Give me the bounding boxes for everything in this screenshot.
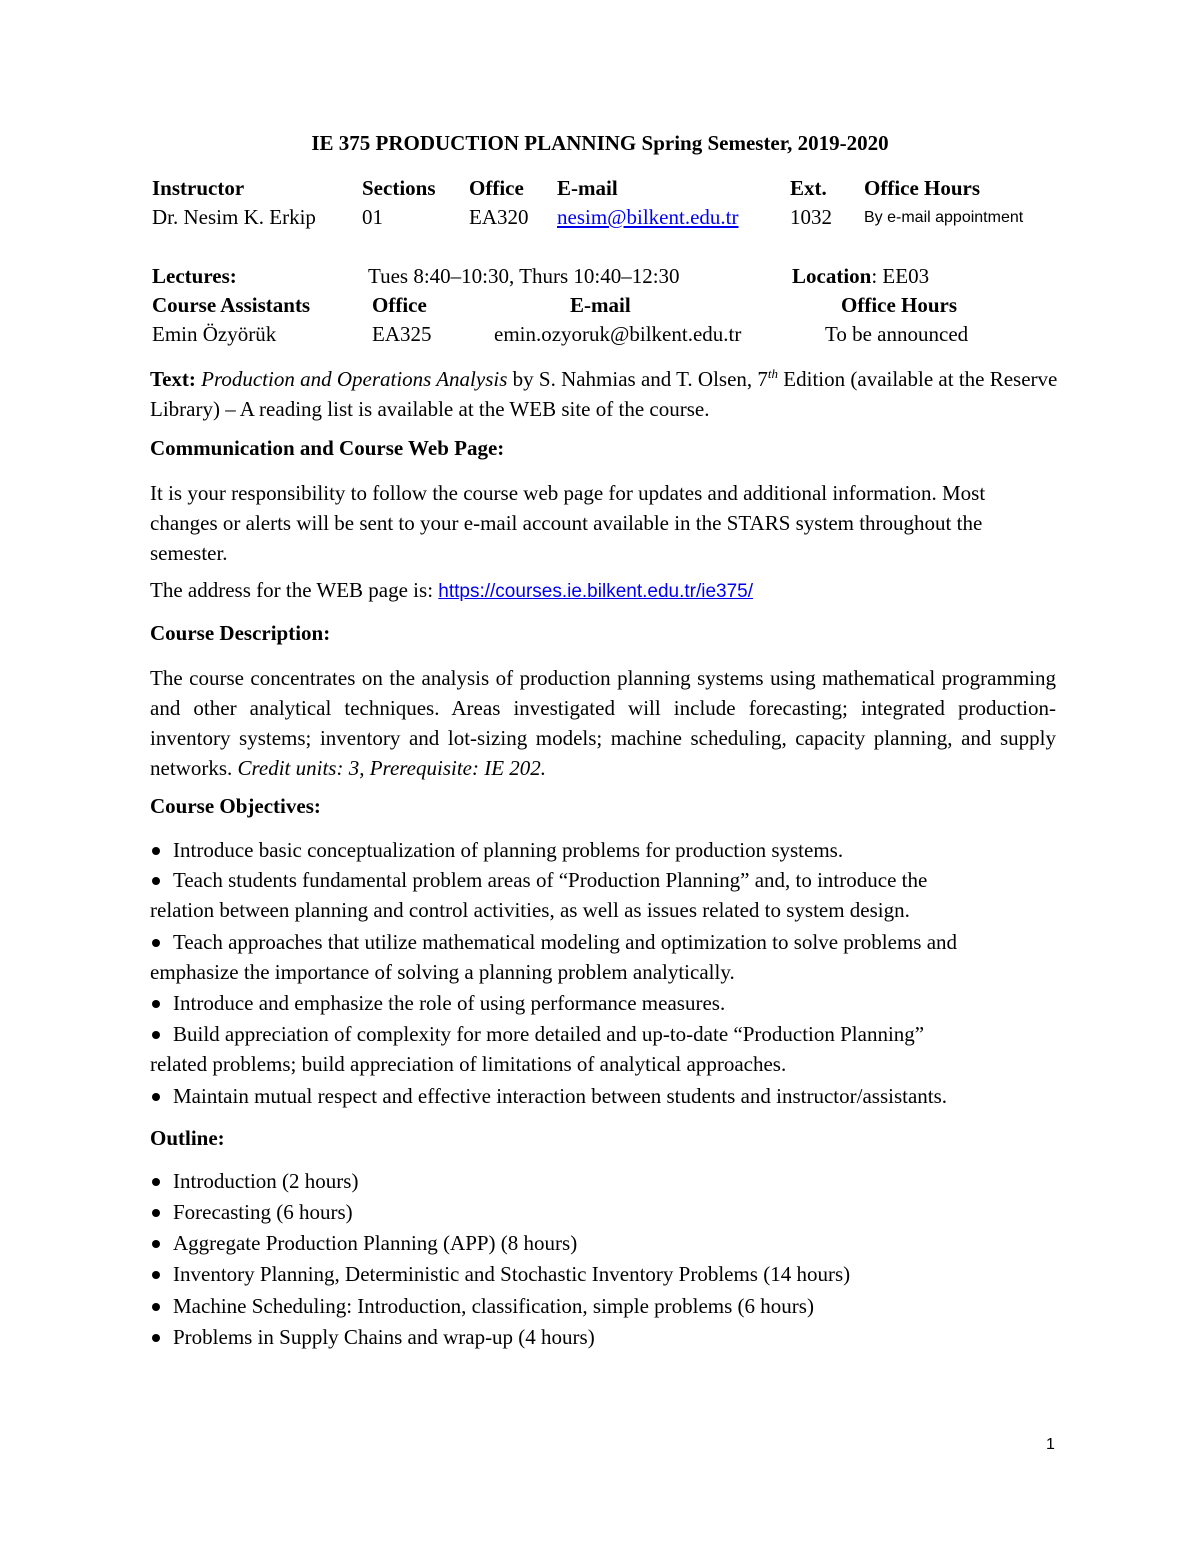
- office-hours-header: Office Hours: [864, 176, 981, 200]
- credit-units: Credit units: 3, Prerequisite: IE 202.: [237, 756, 547, 780]
- instructor-name: Dr. Nesim K. Erkip: [152, 205, 316, 229]
- outline-item: Inventory Planning, Deterministic and Stochastic Inventory Problems (14 hours): [150, 1262, 850, 1287]
- lectures-label: Lectures:: [152, 264, 237, 288]
- assistant-office-hours: To be announced: [825, 322, 969, 346]
- text-reference: [150, 364, 1058, 424]
- bullet-icon: [152, 1209, 160, 1217]
- outline-item: Introduction (2 hours): [150, 1169, 358, 1194]
- ext-header: Ext.: [790, 176, 827, 200]
- bullet-icon: [152, 1178, 160, 1186]
- text-label: Text:: [150, 367, 196, 391]
- web-address-prefix: The address for the WEB page is:: [150, 578, 439, 602]
- bullet-icon: [152, 877, 160, 885]
- communication-body: It is your responsibility to follow the course web page for updates and additional information. Most changes or alerts will be sent to your e-mail account available in the STARS system throughout the semester.: [150, 481, 986, 565]
- edition-sup: th: [767, 366, 779, 381]
- objectives-heading: Course Objectives:: [150, 794, 321, 818]
- bullet-icon: [152, 847, 160, 855]
- bullet-icon: [152, 1303, 160, 1311]
- objective-item: Teach approaches that utilize mathematical modeling and optimization to solve problems and: [150, 930, 957, 955]
- course-web-link[interactable]: https://courses.ie.bilkent.edu.tr/ie375/: [438, 581, 754, 602]
- instructor-ext: 1032: [790, 205, 832, 229]
- lecture-times: Tues 8:40–10:30, Thurs 10:40–12:30: [368, 264, 680, 288]
- bullet-icon: [152, 1271, 160, 1279]
- bullet-icon: [152, 1031, 160, 1039]
- outline-heading: Outline:: [150, 1126, 225, 1150]
- assistant-email: emin.ozyoruk@bilkent.edu.tr: [494, 322, 742, 346]
- objective-item-continuation: related problems; build appreciation of limitations of analytical approaches.: [150, 1052, 787, 1076]
- description-heading: Course Description:: [150, 621, 331, 645]
- objective-item-continuation: relation between planning and control activities, as well as issues related to system design.: [150, 898, 910, 922]
- bullet-icon: [152, 1000, 160, 1008]
- book-title: Production and Operations Analysis: [201, 367, 508, 391]
- objective-item-continuation: emphasize the importance of solving a planning problem analytically.: [150, 960, 735, 984]
- bullet-icon: [152, 1093, 160, 1101]
- objective-item: Maintain mutual respect and effective interaction between students and instructor/assistants.: [150, 1084, 947, 1109]
- page-number: 1: [1046, 1436, 1055, 1453]
- assistant-name: Emin Özyörük: [152, 322, 277, 346]
- instructor-office-hours: By e-mail appointment: [864, 209, 1024, 226]
- document-title: IE 375 PRODUCTION PLANNING Spring Semester, 2019-2020: [311, 131, 889, 155]
- location-value: : EE03: [871, 264, 930, 288]
- instructor-header: Instructor: [152, 176, 245, 200]
- outline-item: Aggregate Production Planning (APP) (8 hours): [150, 1231, 577, 1256]
- outline-item: Forecasting (6 hours): [150, 1200, 353, 1225]
- instructor-section: 01: [362, 205, 383, 229]
- instructor-email-link[interactable]: nesim@bilkent.edu.tr: [557, 205, 739, 229]
- book-rest: Edition (available at the Reserve Library) – A reading list is available at the WEB site of the course.: [150, 367, 1058, 421]
- sections-header: Sections: [362, 176, 436, 200]
- bullet-icon: [152, 1240, 160, 1248]
- web-address-line: [150, 578, 753, 603]
- email-header: E-mail: [557, 176, 618, 200]
- assistants-header: Course Assistants: [152, 293, 311, 317]
- assistant-office-hours-header: Office Hours: [841, 293, 958, 317]
- objective-item: Introduce basic conceptualization of planning problems for production systems.: [150, 838, 843, 863]
- objective-item: Build appreciation of complexity for more detailed and up-to-date “Production Planning”: [150, 1022, 924, 1047]
- communication-heading: Communication and Course Web Page:: [150, 436, 505, 460]
- objective-item: Teach students fundamental problem areas of “Production Planning” and, to introduce the: [150, 868, 927, 893]
- objective-item: Introduce and emphasize the role of using performance measures.: [150, 991, 725, 1016]
- assistant-email-header: E-mail: [570, 293, 631, 317]
- assistant-office-header: Office: [372, 293, 427, 317]
- book-authors: by S. Nahmias and T. Olsen, 7: [507, 367, 768, 391]
- outline-item: Problems in Supply Chains and wrap-up (4 hours): [150, 1325, 595, 1350]
- location-label: Location: [792, 264, 872, 288]
- bullet-icon: [152, 1334, 160, 1342]
- outline-item: Machine Scheduling: Introduction, classification, simple problems (6 hours): [150, 1294, 814, 1319]
- description-text: The course concentrates on the analysis of production planning systems using mathematical programming and other analytical techniques. Areas investigated will include forecasting; integrated production-inventory systems; inventory and lot-sizing models; machine scheduling, capacity planning, and supply networks.: [150, 666, 1056, 780]
- assistant-office: EA325: [372, 322, 432, 346]
- description-body: [150, 663, 1056, 783]
- office-header: Office: [469, 176, 524, 200]
- instructor-office: EA320: [469, 205, 529, 229]
- bullet-icon: [152, 939, 160, 947]
- location: [792, 264, 929, 289]
